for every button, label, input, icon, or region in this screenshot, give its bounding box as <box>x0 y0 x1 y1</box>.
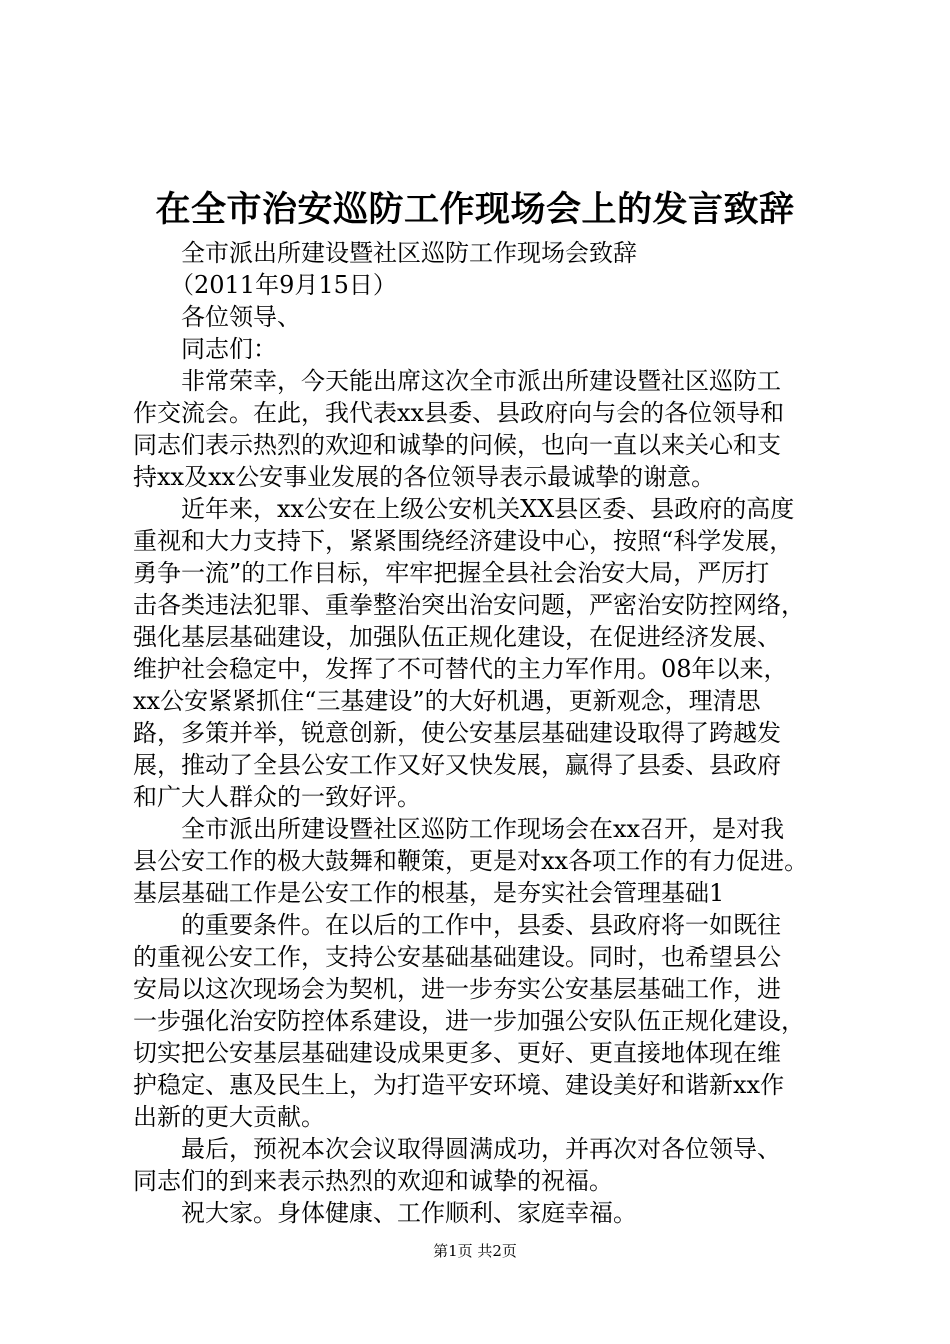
salutation-line: 同志们： <box>181 335 277 363</box>
body-text-line: 一步强化治安防控体系建设，进一步加强公安队伍正规化建设， <box>133 1007 805 1035</box>
closing-line: 祝大家。身体健康、工作顺利、家庭幸福。 <box>181 1199 637 1227</box>
body-text-line: xx公安紧紧抓住“三基建设”的大好机遇，更新观念，理清思 <box>133 687 761 715</box>
body-text-line: 作交流会。在此，我代表xx县委、县政府向与会的各位领导和 <box>133 399 785 427</box>
body-text-line: 出新的更大贡献。 <box>133 1103 325 1131</box>
body-text-line: 展，推动了全县公安工作又好又快发展，赢得了县委、县政府 <box>133 751 781 779</box>
body-text-line: 持xx及xx公安事业发展的各位领导表示最诚挚的谢意。 <box>133 463 716 491</box>
body-text-line: 非常荣幸，今天能出席这次全市派出所建设暨社区巡防工 <box>181 367 781 395</box>
body-text-line: 击各类违法犯罪、重拳整治突出治安问题，严密治安防控网络， <box>133 591 805 619</box>
body-text-line: 同志们的到来表示热烈的欢迎和诚挚的祝福。 <box>133 1167 613 1195</box>
body-text-line: 近年来，xx公安在上级公安机关XX县区委、县政府的高度 <box>181 495 795 523</box>
body-text-line: 切实把公安基层基础建设成果更多、更好、更直接地体现在维 <box>133 1039 781 1067</box>
date-line: （2011年9月15日） <box>170 271 397 299</box>
subtitle-line: 全市派出所建设暨社区巡防工作现场会致辞 <box>181 239 637 267</box>
page-number: 第1页 共2页 <box>433 1242 517 1260</box>
body-text-line: 的重要条件。在以后的工作中，县委、县政府将一如既往 <box>181 911 781 939</box>
body-text-line: 最后，预祝本次会议取得圆满成功，并再次对各位领导、 <box>181 1135 781 1163</box>
body-text-line: 的重视公安工作，支持公安基础基础建设。同时，也希望县公 <box>133 943 781 971</box>
salutation-line: 各位领导、 <box>181 303 301 331</box>
body-text-line: 安局以这次现场会为契机，进一步夯实公安基层基础工作，进 <box>133 975 781 1003</box>
body-text-line: 县公安工作的极大鼓舞和鞭策，更是对xx各项工作的有力促进。 <box>133 847 809 875</box>
body-text-line: 重视和大力支持下，紧紧围绕经济建设中心，按照“科学发展， <box>133 527 794 555</box>
body-text-line: 同志们表示热烈的欢迎和诚挚的问候，也向一直以来关心和支 <box>133 431 781 459</box>
body-text-line: 路，多策并举，锐意创新，使公安基层基础建设取得了跨越发 <box>133 719 781 747</box>
body-text-line: 勇争一流”的工作目标，牢牢把握全县社会治安大局，严厉打 <box>133 559 770 587</box>
body-text-line: 全市派出所建设暨社区巡防工作现场会在xx召开，是对我 <box>181 815 785 843</box>
body-text-line: 护稳定、惠及民生上，为打造平安环境、建设美好和谐新xx作 <box>133 1071 785 1099</box>
body-text-line: 基层基础工作是公安工作的根基，是夯实社会管理基础1 <box>133 879 725 907</box>
body-text-line: 和广大人群众的一致好评。 <box>133 783 421 811</box>
body-text-line: 维护社会稳定中，发挥了不可替代的主力军作用。08年以来， <box>133 655 788 683</box>
document-title: 在全市治安巡防工作现场会上的发言致辞 <box>155 189 795 230</box>
body-text-line: 强化基层基础建设，加强队伍正规化建设，在促进经济发展、 <box>133 623 781 651</box>
